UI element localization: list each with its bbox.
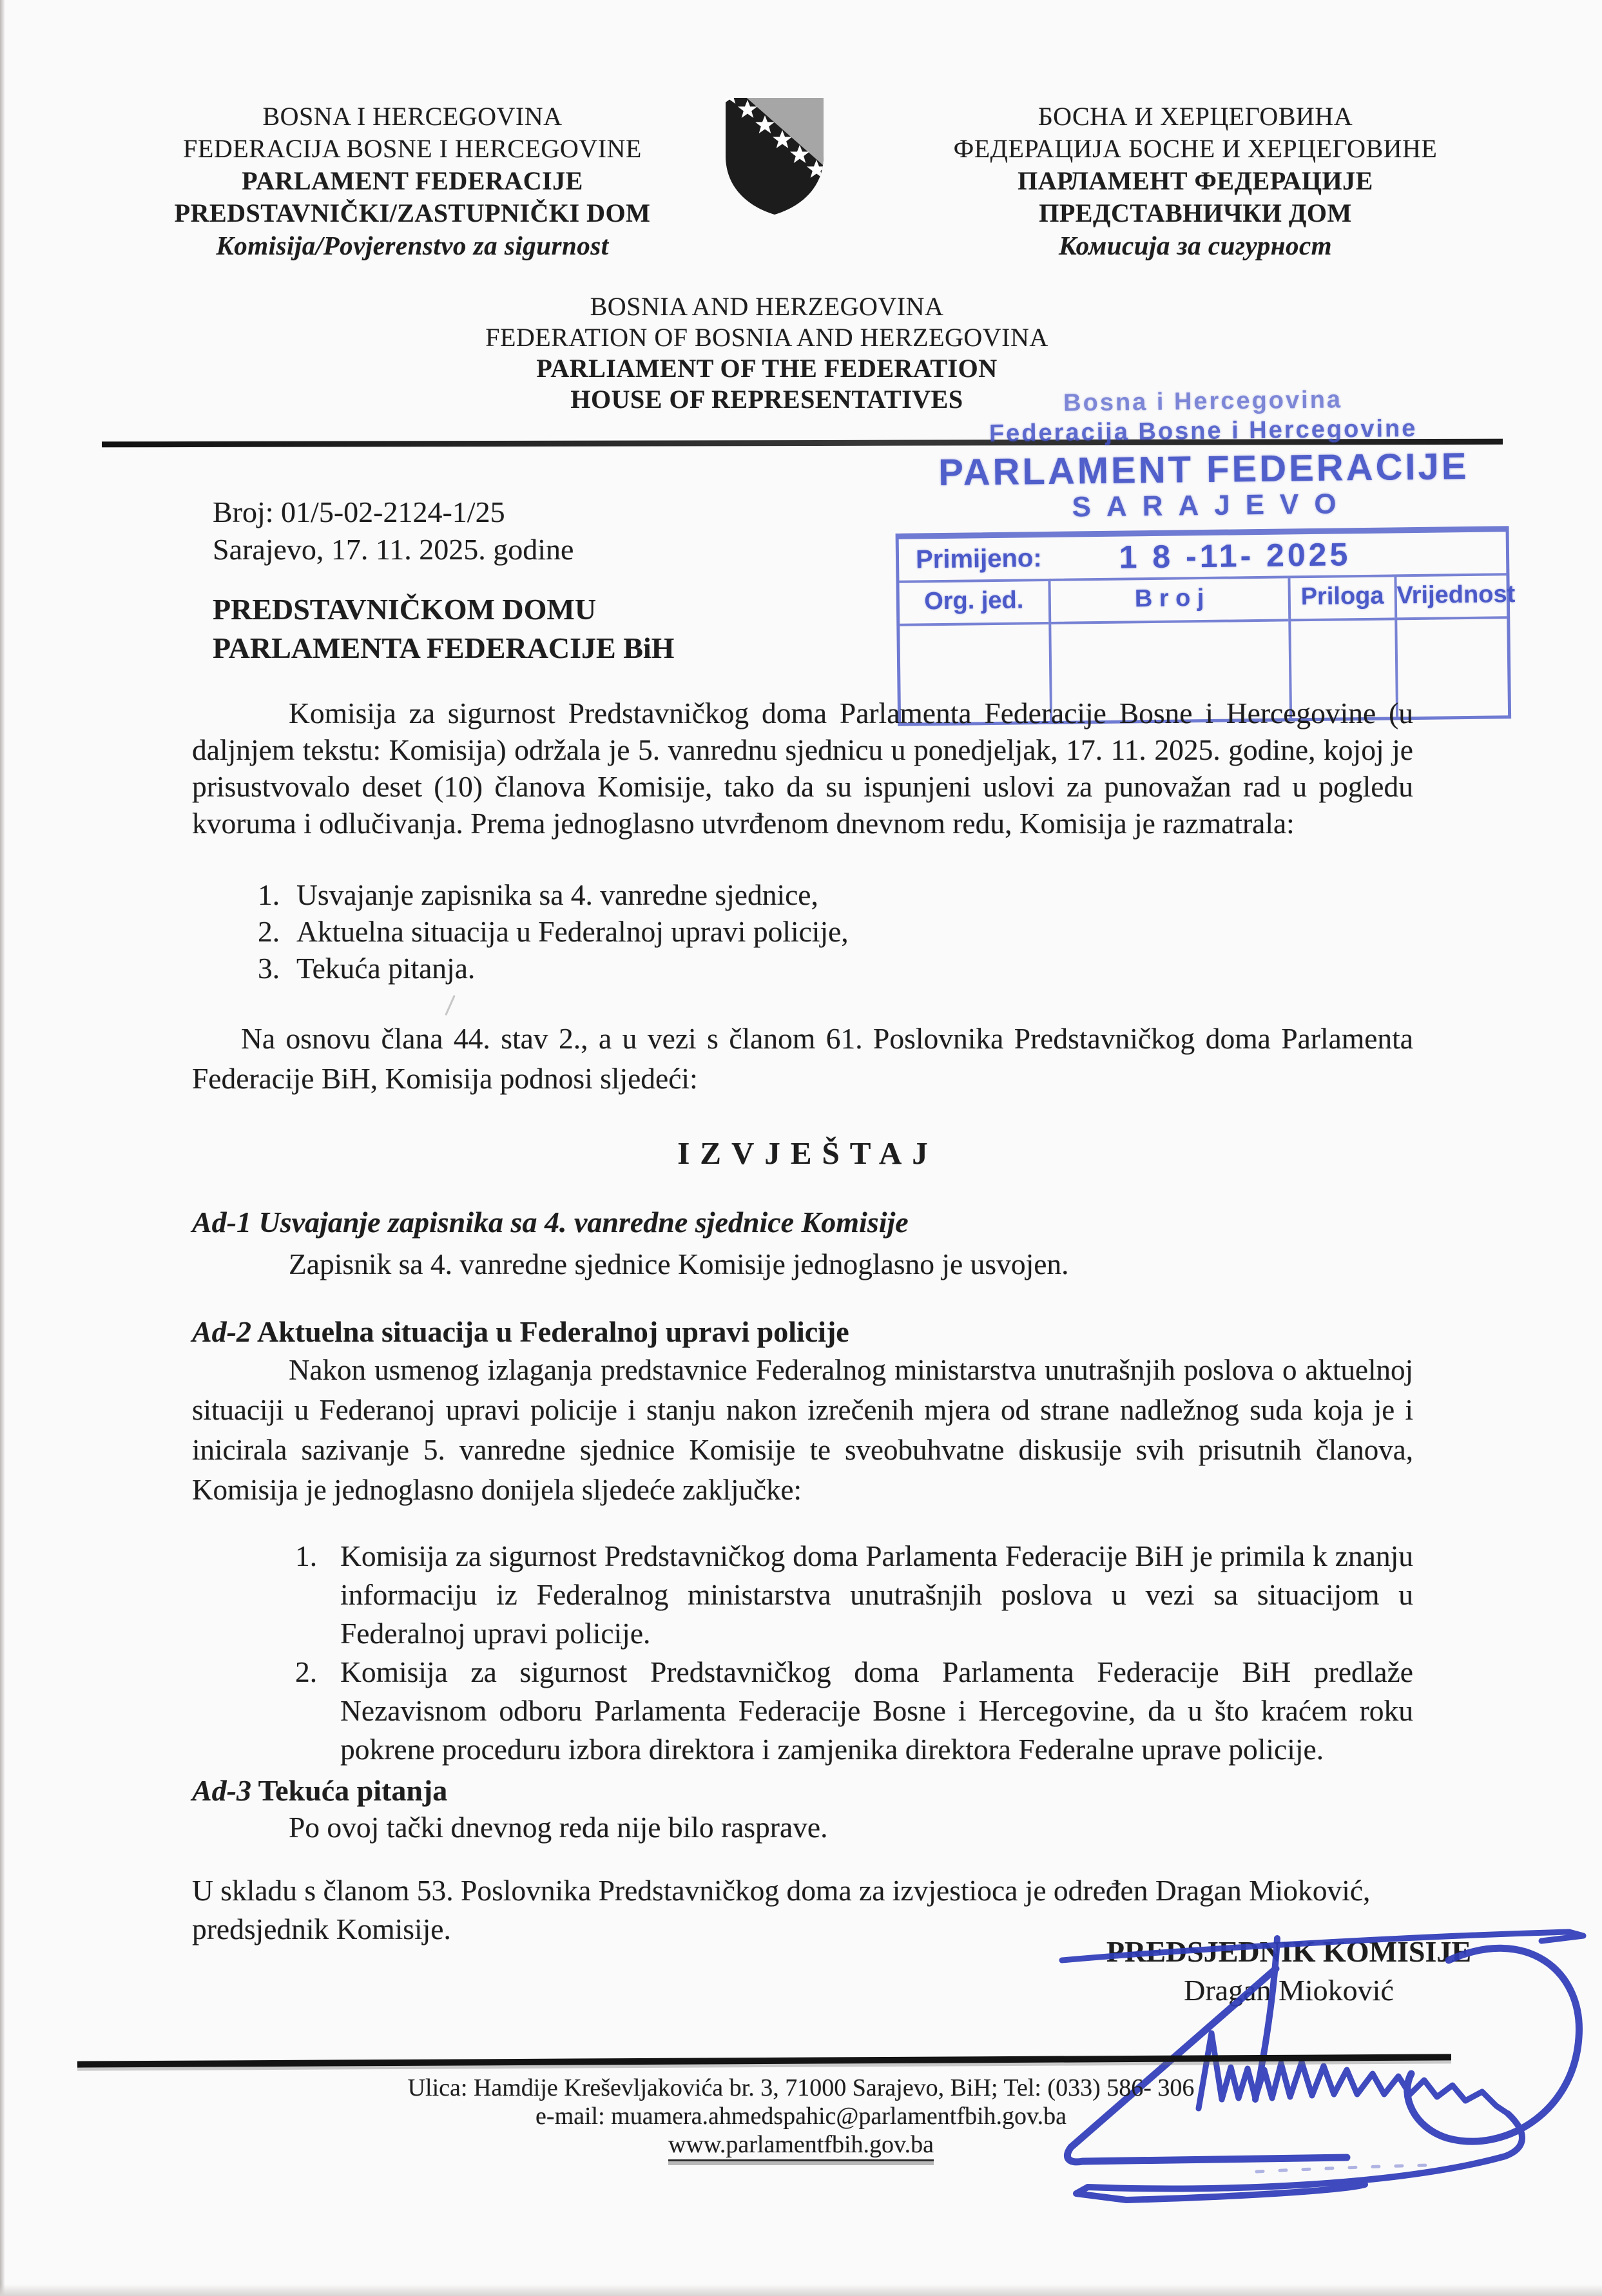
section-ad3-body: Po ovoj tački dnevnog reda nije bilo rasprave. xyxy=(289,1811,828,1844)
received-stamp xyxy=(889,383,1521,726)
section-ad2-title: Aktuelna situacija u Federalnoj upravi policije xyxy=(256,1315,849,1348)
agenda-item-text: Aktuelna situacija u Federalnoj upravi policije, xyxy=(296,915,849,948)
letterhead-english-line: FEDERATION OF BOSNIA AND HERZEGOVINA xyxy=(485,323,1048,352)
agenda-item xyxy=(192,876,1413,913)
report-title: IZVJEŠTAJ xyxy=(677,1135,938,1171)
addressee-block xyxy=(213,590,674,668)
legal-basis-paragraph: Na osnovu člana 44. stav 2., a u vezi s članom 61. Poslovnika Predstavničkog doma Parlamenta Federacije BiH, Komisija podnosi sljedeći: xyxy=(192,1022,1413,1095)
conclusion-item xyxy=(192,1653,1413,1769)
stamp-received-label: Primijeno: xyxy=(915,543,1042,574)
agenda-item xyxy=(192,950,1413,987)
letterhead-right-line: ПАРЛАМЕНТ ФЕДЕРАЦИЈЕ xyxy=(1018,166,1373,195)
agenda-item-text: Tekuća pitanja. xyxy=(296,952,476,985)
section-ad3-title: Tekuća pitanja xyxy=(258,1774,448,1807)
agenda-item xyxy=(192,913,1413,950)
conclusion-text: Komisija za sigurnost Predstavničkog doma Parlamenta Federacije BiH predlaže Nezavisnom odboru Parlamenta Federacije Bosne i Hercegovine, da u što kraćem roku pokrene proceduru izbora direktora i zamjenika direktora Federalne uprave policije. xyxy=(340,1655,1413,1766)
addressee-line: PARLAMENTA FEDERACIJE BiH xyxy=(213,632,675,664)
place-date-line: Sarajevo, 17. 11. 2025. godine xyxy=(213,533,574,566)
letterhead-right-line: Комисија за сигурност xyxy=(1058,231,1333,260)
section-ad2-heading xyxy=(192,1313,1413,1350)
conclusion-number: 2. xyxy=(295,1655,318,1688)
addressee-line: PREDSTAVNIČKOM DOMU xyxy=(213,593,597,626)
footer-address-line: Ulica: Hamdije Kreševljakovića br. 3, 71000 Sarajevo, BiH; Tel: (033) 586- 306 xyxy=(407,2074,1195,2101)
footer-website-link: www.parlamentfbih.gov.ba xyxy=(668,2131,934,2161)
letter-body xyxy=(192,695,1413,1978)
closing-paragraph: U skladu s članom 53. Poslovnika Predstavničkog doma za izvjestioca je određen Dragan Mioković, predsjednik Komisije. xyxy=(192,1874,1371,1945)
intro-paragraph: Komisija za sigurnost Predstavničkog doma Parlamenta Federacije Bosne i Hercegovine (u daljnjem tekstu: Komisija) održala je 5. vanrednu sjednicu u ponedjeljak, 17. 11. 2025. godine, kojoj je prisustvovalo deset (10) članova Komisije, tako da su ispunjeni uslovi za punovažan rad u pogledu kvoruma i odlučivanja. Prema jednoglasno utvrđenom dnevnom redu, Komisija je razmatrala: xyxy=(192,697,1413,840)
signature-name: Dragan Mioković xyxy=(1184,1974,1394,2007)
letterhead-left-line: Komisija/Povjerenstvo za sigurnost xyxy=(216,231,609,260)
stamp-federation-line: Federacija Bosne i Hercegovine xyxy=(989,414,1418,448)
reference-number-line: Broj: 01/5-02-2124-1/25 xyxy=(213,496,505,528)
stamp-column-headers xyxy=(899,573,1516,624)
letterhead-right-line: ПРЕДСТАВНИЧКИ ДОМ xyxy=(1039,198,1352,227)
section-ad2-label: Ad-2 xyxy=(192,1315,251,1348)
footer-email-line: e-mail: muamera.ahmedspahic@parlamentfbih.gov.ba xyxy=(536,2103,1066,2130)
conclusions-list xyxy=(192,1537,1413,1769)
section-ad2-body: Nakon usmenog izlaganja predstavnice Federalnog ministarstva unutrašnjih poslova o aktuelnoj situaciji u Federanoj upravi policije i stanju nakon izrečenih mjera od strane nadležnog suda koja je i inicirala sazivanje 5. vanredne sjednice Komisije te sveobuhvatne diskusije svih prisutnih članova, Komisija je jednoglasno donijela sljedeće zaključke: xyxy=(192,1354,1413,1506)
conclusion-text: Komisija za sigurnost Predstavničkog doma Parlamenta Federacije BiH je primila k znanju informaciju iz Federalnog ministarstva unutrašnjih poslova u vezi sa situacijom u Federalnoj upravi policije. xyxy=(340,1539,1413,1650)
letterhead-right xyxy=(905,101,1485,262)
letterhead-right-line: БОСНА И ХЕРЦЕГОВИНА xyxy=(1037,102,1353,131)
conclusion-number: 1. xyxy=(295,1539,318,1572)
stamp-received-date: 1 8 -11- 2025 xyxy=(1119,536,1351,575)
section-ad1-heading xyxy=(192,1204,1413,1240)
footer-block xyxy=(0,2074,1602,2159)
section-ad1-body: Zapisnik sa 4. vanredne sjednice Komisije jednoglasno je usvojen. xyxy=(289,1248,1069,1280)
stamp-org-line: PARLAMENT FEDERACIJE xyxy=(938,445,1469,494)
signature-title: PREDSJEDNIK KOMISIJE xyxy=(1106,1935,1472,1968)
section-ad1-title: Usvajanje zapisnika sa 4. vanredne sjednice Komisije xyxy=(258,1206,909,1239)
conclusion-item xyxy=(192,1537,1413,1653)
letterhead-english-line: BOSNIA AND HERZEGOVINA xyxy=(590,292,944,321)
agenda-item-number: 2. xyxy=(258,915,280,948)
letterhead-english-line: HOUSE OF REPRESENTATIVES xyxy=(570,385,963,414)
letterhead-left-line: FEDERACIJA BOSNE I HERCEGOVINE xyxy=(183,134,642,163)
scan-edge-left xyxy=(0,0,5,2296)
agenda-item-number: 1. xyxy=(258,878,280,911)
section-ad3-label: Ad-3 xyxy=(192,1774,251,1807)
footer-website-line xyxy=(0,2130,1602,2159)
letterhead-left-line: PARLAMENT FEDERACIJE xyxy=(242,166,583,195)
reference-block xyxy=(213,494,574,568)
stamp-city-line: SARAJEVO xyxy=(1072,488,1352,523)
stamp-col-vrijednost: Vrijednost xyxy=(1394,573,1507,617)
scan-edge-bottom xyxy=(0,2284,1602,2296)
letterhead-left-line: PREDSTAVNIČKI/ZASTUPNIČKI DOM xyxy=(174,198,651,227)
letterhead-right-line: ФЕДЕРАЦИЈА БОСНЕ И ХЕРЦЕГОВИНЕ xyxy=(953,134,1438,163)
stamp-country-line: Bosna i Hercegovina xyxy=(1063,386,1343,417)
agenda-item-text: Usvajanje zapisnika sa 4. vanredne sjednice, xyxy=(296,878,818,911)
letterhead-english-line: PARLIAMENT OF THE FEDERATION xyxy=(536,354,998,383)
section-ad3-heading xyxy=(192,1772,1413,1809)
letterhead-left-line: BOSNA I HERCEGOVINA xyxy=(262,102,563,131)
agenda-list xyxy=(192,876,1413,987)
agenda-item-number: 3. xyxy=(258,952,280,985)
stamp-col-org-jed: Org. jed. xyxy=(899,579,1048,624)
stamp-received-row xyxy=(899,532,1507,581)
letterhead-left xyxy=(122,101,702,262)
coat-of-arms-icon xyxy=(720,94,829,218)
stamp-col-broj: B r o j xyxy=(1048,575,1288,622)
section-ad1-label: Ad-1 xyxy=(192,1206,251,1239)
stamp-col-priloga: Priloga xyxy=(1288,574,1395,619)
